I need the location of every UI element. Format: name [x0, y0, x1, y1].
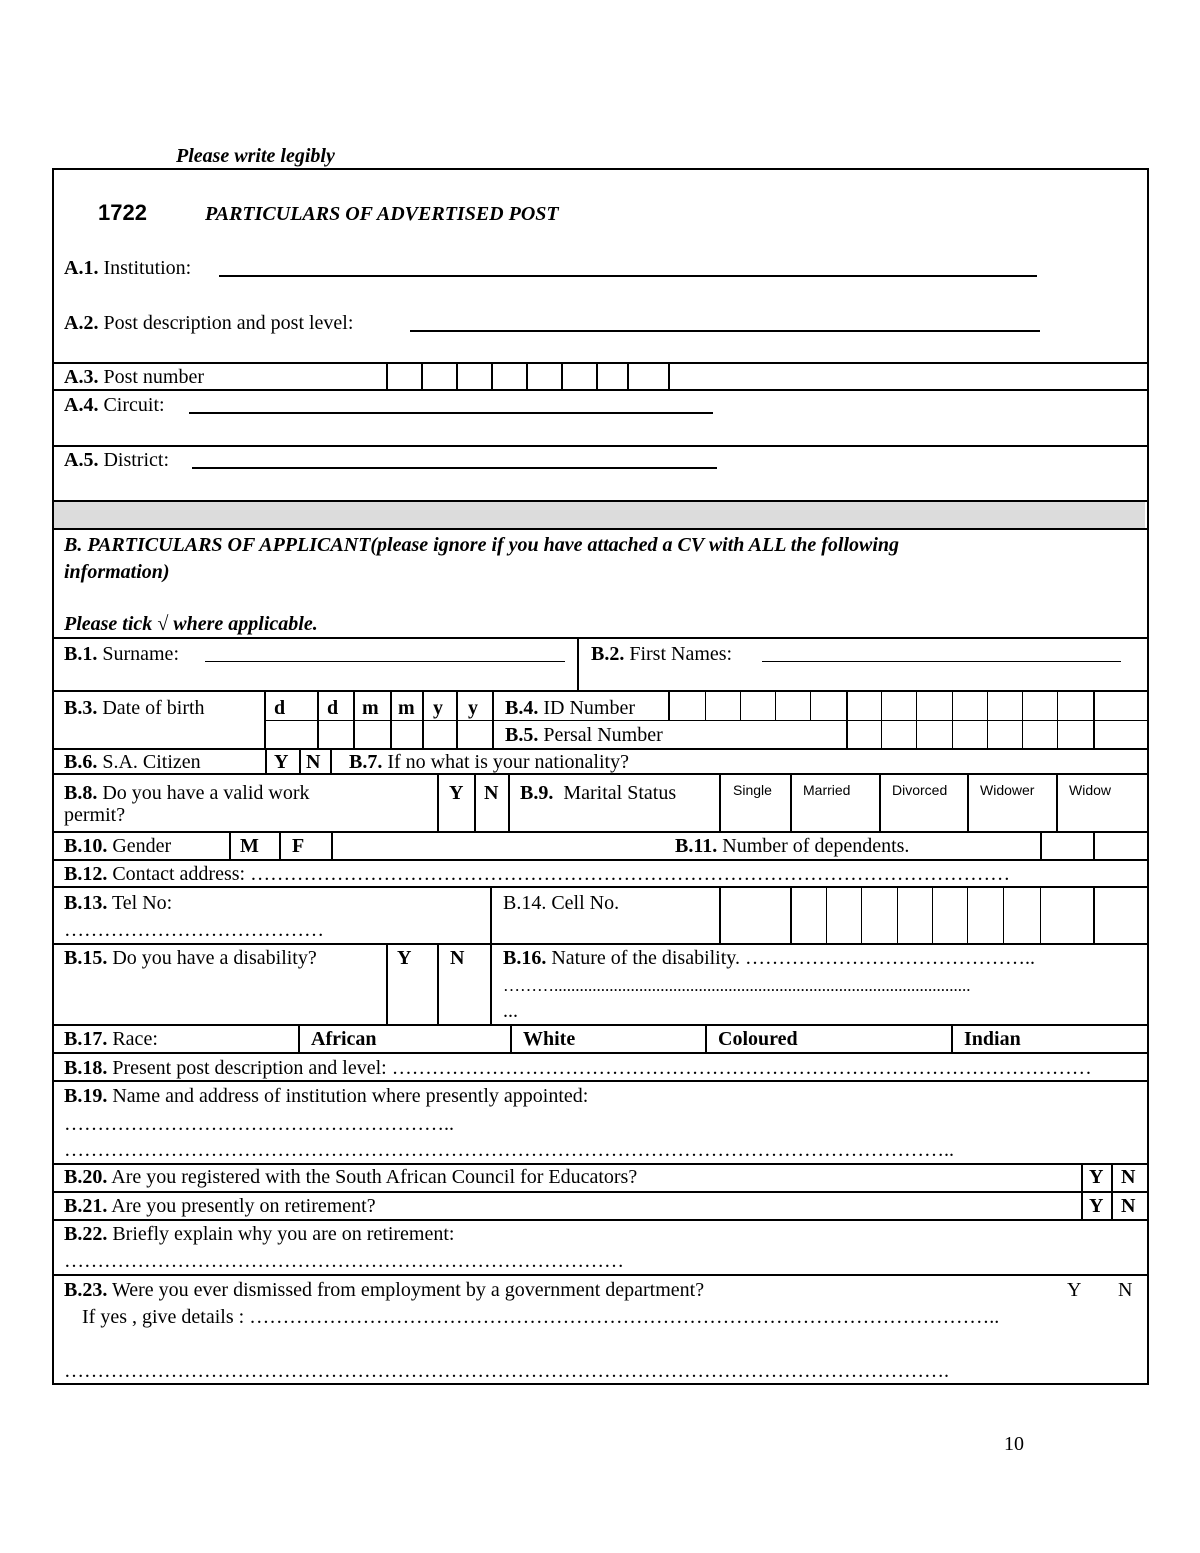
dependents-field[interactable]: [1040, 831, 1147, 859]
citizen-yes[interactable]: Y: [274, 751, 289, 773]
b16-label-line: B.16. Nature of the disability. ……………………………………..: [503, 947, 1035, 969]
dob-day-2: d: [327, 697, 339, 719]
institution-address-field-cont[interactable]: ……………………………………………………………………………………………………………………..: [64, 1139, 954, 1161]
b3-label-line: B.3. Date of birth: [64, 697, 205, 719]
section-b-title-cont: information): [64, 561, 170, 583]
section-b-title: B. PARTICULARS OF APPLICANT(please ignore if you have attached a CV with ALL the following: [64, 534, 900, 556]
post-number-boxes[interactable]: [386, 362, 670, 390]
disability-nature-field-cont[interactable]: ...: [503, 1000, 518, 1022]
race-indian[interactable]: Indian: [964, 1028, 1021, 1050]
b8-label-cont: permit?: [64, 804, 126, 826]
b21-label-line: B.21. Are you presently on retirement?: [64, 1195, 376, 1217]
marital-divorced[interactable]: Divorced: [892, 782, 948, 798]
cell-number-boxes[interactable]: [719, 886, 1147, 943]
dob-year-1: y: [433, 697, 443, 719]
dismissed-yes[interactable]: Y: [1067, 1279, 1082, 1301]
b15-label-line: B.15. Do you have a disability?: [64, 947, 317, 969]
b8-label-line: B.8. Do you have a valid work: [64, 782, 310, 804]
section-divider: [54, 502, 1145, 528]
b5-label-line: B.5. Persal Number: [505, 724, 663, 746]
gender-female[interactable]: F: [292, 835, 305, 857]
disability-no[interactable]: N: [450, 947, 465, 969]
b13-label-line: B.13. Tel No:: [64, 892, 173, 914]
dob-year-2: y: [468, 697, 478, 719]
b2-label-line: B.2. First Names:: [591, 643, 733, 665]
b19-label-line: B.19. Name and address of institution where presently appointed:: [64, 1085, 589, 1107]
b20-label-line: B.20. Are you registered with the South African Council for Educators?: [64, 1166, 638, 1188]
b1-label-line: B.1. Surname:: [64, 643, 179, 665]
section-a-title: PARTICULARS OF ADVERTISED POST: [205, 203, 559, 225]
sace-no[interactable]: N: [1121, 1166, 1136, 1188]
b4-label-line: B.4. ID Number: [505, 697, 635, 719]
gender-male[interactable]: M: [240, 835, 259, 857]
a1-label-line: A.1. Institution:: [64, 257, 192, 279]
b12-label-line: B.12. Contact address: ……………………………………………………………………………………………………: [64, 863, 1011, 885]
permit-no[interactable]: N: [484, 782, 499, 804]
b14-label-line: B.14. Cell No.: [503, 892, 620, 914]
present-post-field[interactable]: ……………………………………………………………………………………………: [391, 1057, 1092, 1079]
b9-label-line: B.9. Marital Status: [520, 782, 677, 804]
post-description-field[interactable]: [410, 330, 1040, 332]
b10-label-line: B.10. Gender: [64, 835, 172, 857]
surname-field[interactable]: [205, 661, 565, 662]
contact-address-field[interactable]: ……………………………………………………………………………………………………: [250, 863, 1011, 885]
dismissed-no[interactable]: N: [1118, 1279, 1133, 1301]
dob-day-1: d: [274, 697, 286, 719]
dismissal-details-line: If yes , give details : …………………………………………………………………………………………………..: [82, 1306, 1000, 1328]
disability-nature-field[interactable]: ………..................................................................................................: [503, 976, 971, 995]
legibility-note: Please write legibly: [176, 145, 335, 167]
b18-label-line: B.18. Present post description and level: ……………………………………………………………………………………………: [64, 1057, 1092, 1079]
circuit-field[interactable]: [189, 412, 713, 414]
b6-label-line: B.6. S.A. Citizen: [64, 751, 201, 773]
b11-label-line: B.11. Number of dependents.: [675, 835, 910, 857]
sace-yes[interactable]: Y: [1089, 1166, 1104, 1188]
disability-yes[interactable]: Y: [397, 947, 412, 969]
b23-label-line: B.23. Were you ever dismissed from employment by a government department?: [64, 1279, 705, 1301]
a4-label-line: A.4. Circuit:: [64, 394, 165, 416]
dob-month-1: m: [362, 697, 379, 719]
marital-widower[interactable]: Widower: [980, 782, 1035, 798]
marital-widow[interactable]: Widow: [1069, 782, 1112, 798]
race-coloured[interactable]: Coloured: [718, 1028, 798, 1050]
institution-address-field[interactable]: …………………………………………………..: [64, 1113, 454, 1135]
citizen-no[interactable]: N: [306, 751, 321, 773]
dismissal-details-field[interactable]: …………………………………………………………………………………………………..: [249, 1306, 1000, 1328]
dob-month-2: m: [398, 697, 415, 719]
tick-note: Please tick √ where applicable.: [64, 613, 318, 635]
a2-label-line: A.2. Post description and post level:: [64, 312, 354, 334]
race-african[interactable]: African: [311, 1028, 377, 1050]
b7-label-line: B.7. If no what is your nationality?: [349, 751, 629, 773]
retirement-yes[interactable]: Y: [1089, 1195, 1104, 1217]
institution-field[interactable]: [219, 275, 1037, 277]
district-field[interactable]: [192, 467, 717, 469]
race-white[interactable]: White: [523, 1028, 576, 1050]
form-code: 1722: [98, 200, 147, 225]
retirement-reason-field[interactable]: …………………………………………………………………………: [64, 1250, 624, 1272]
dismissal-details-field-cont[interactable]: …………………………………………………………………………………………………………………….: [64, 1360, 949, 1382]
id-number-boxes[interactable]: [668, 690, 1147, 720]
retirement-no[interactable]: N: [1121, 1195, 1136, 1217]
persal-number-boxes[interactable]: [846, 720, 1147, 748]
first-names-field[interactable]: [762, 661, 1121, 662]
a5-label-line: A.5. District:: [64, 449, 169, 471]
page-number: 10: [1004, 1433, 1024, 1455]
permit-yes[interactable]: Y: [449, 782, 464, 804]
b17-label-line: B.17. Race:: [64, 1028, 158, 1050]
a3-label-line: A.3. Post number: [64, 366, 205, 388]
marital-single[interactable]: Single: [733, 782, 772, 798]
marital-married[interactable]: Married: [803, 782, 851, 798]
b22-label-line: B.22. Briefly explain why you are on retirement:: [64, 1223, 455, 1245]
dob-entry-boxes[interactable]: [264, 720, 494, 748]
tel-field[interactable]: …………………………………: [64, 919, 324, 941]
